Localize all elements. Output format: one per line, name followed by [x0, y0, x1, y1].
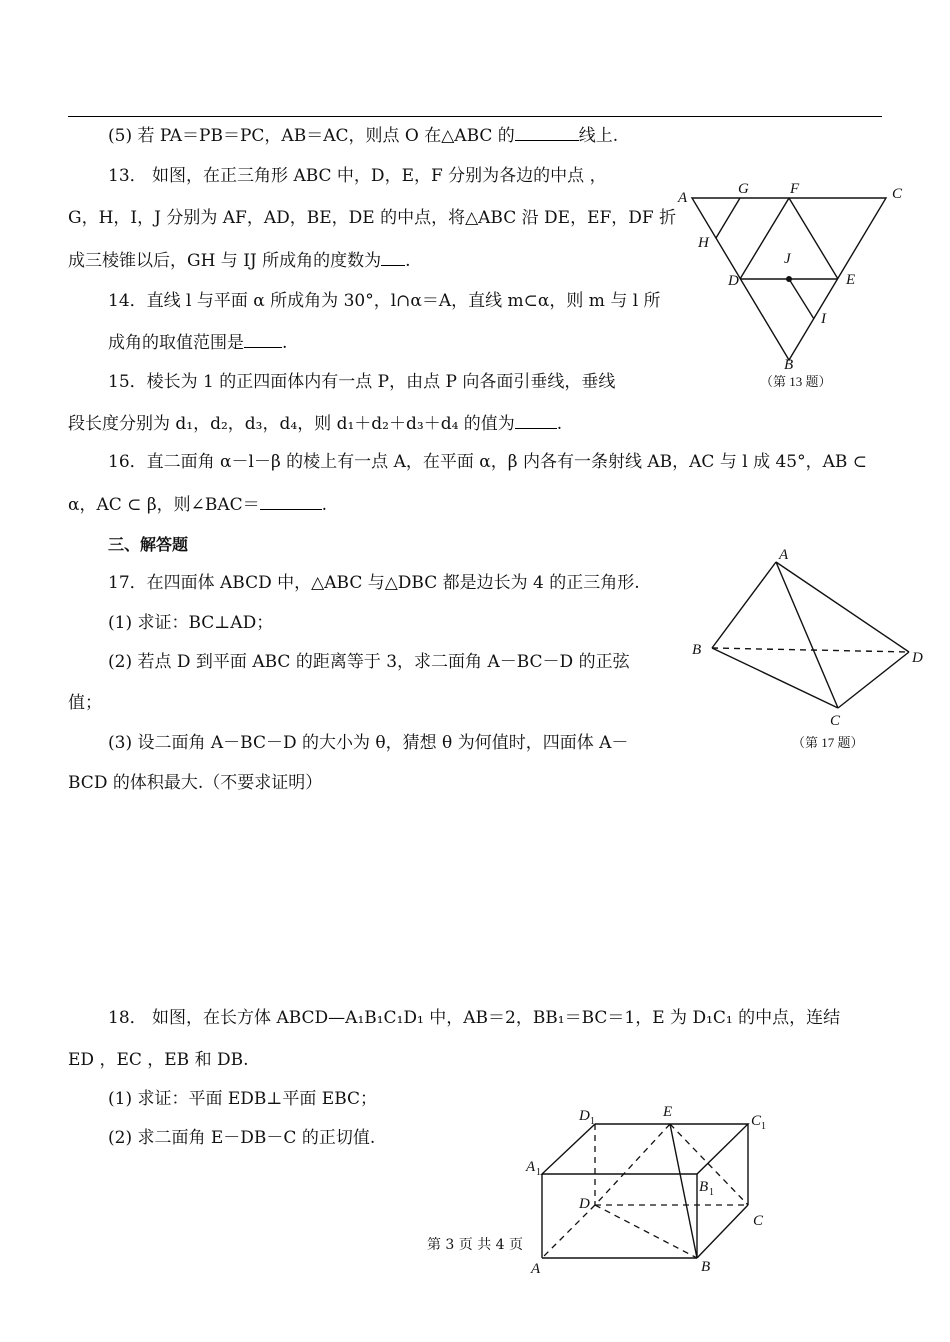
label-a1: A — [526, 1159, 536, 1175]
answer-blank — [260, 493, 322, 510]
segment-df — [740, 198, 789, 279]
q14-line2-text: 成角的取值范围是 — [108, 333, 244, 353]
label-d: D — [579, 1196, 590, 1212]
label-h: H — [698, 235, 709, 251]
q16-line1: 16．直二面角 α－l－β 的棱上有一点 A，在平面 α，β 内各有一条射线 AB，AC 与 l 成 45°，AB ⊂ — [108, 452, 868, 472]
edge-cd — [838, 652, 909, 708]
q14-line2 — [108, 331, 287, 354]
q14-line1: 14．直线 l 与平面 α 所成角为 30°，l∩α＝A，直线 m⊂α，则 m 与 l 所 — [108, 291, 661, 311]
period: . — [405, 251, 411, 271]
answer-blank — [515, 412, 557, 429]
q12-part5-text: (5) 若 PA＝PB＝PC，AB＝AC，则点 O 在△ABC 的 — [108, 126, 515, 146]
edge-bc — [712, 648, 838, 708]
figure-13-caption: （第 13 题） — [760, 374, 832, 389]
edge-bd-hidden — [712, 648, 909, 652]
label-c: C — [830, 713, 841, 729]
q13-line3 — [68, 249, 411, 272]
q13-line1: 13． 如图，在正三角形 ABC 中，D，E，F 分别为各边的中点 ， — [108, 166, 607, 186]
figure-17-caption: （第 17 题） — [792, 735, 864, 750]
section-title: 三、解答题 — [108, 535, 189, 554]
segment-ij — [789, 279, 814, 319]
header-rule — [68, 116, 882, 117]
label-e: E — [663, 1104, 673, 1120]
label-j: J — [784, 251, 791, 267]
q17-part1: (1) 求证：BC⊥AD； — [108, 613, 274, 633]
q16-line2-text: α，AC ⊂ β，则∠BAC＝ — [68, 495, 260, 515]
label-d: D — [728, 273, 739, 289]
edge-ac — [776, 562, 838, 708]
label-c1: C — [751, 1113, 762, 1129]
answer-blank — [244, 331, 282, 348]
label-f: F — [790, 181, 800, 197]
edge-ab — [712, 562, 776, 648]
label-a: A — [531, 1261, 541, 1277]
point-j — [786, 276, 792, 282]
figure-18 — [515, 1097, 785, 1282]
label-g: G — [738, 181, 749, 197]
figure-17 — [680, 542, 930, 757]
label-a: A — [779, 547, 789, 563]
answer-blank — [515, 124, 579, 141]
label-b: B — [784, 357, 794, 373]
q18-part1: (1) 求证：平面 EDB⊥平面 EBC； — [108, 1089, 378, 1109]
label-i: I — [821, 311, 826, 327]
answer-blank — [381, 249, 405, 266]
q12-part5 — [108, 124, 618, 147]
q17-part2: (2) 若点 D 到平面 ABC 的距离等于 3，求二面角 A－BC－D 的正弦 — [108, 652, 630, 672]
q18-part2: (2) 求二面角 E－DB－C 的正切值. — [108, 1128, 376, 1148]
q17-line1: 17．在四面体 ABCD 中，△ABC 与△DBC 都是边长为 4 的正三角形. — [108, 573, 640, 593]
q15-line2 — [68, 412, 562, 435]
q13-line2: G，H，I，J 分别为 AF，AD，BE，DE 的中点，将△ABC 沿 DE，EF，DF 折 — [68, 208, 677, 228]
q17-part3: (3) 设二面角 A－BC－D 的大小为 θ，猜想 θ 为何值时，四面体 A－ — [108, 733, 629, 753]
page-footer: 第 3 页 共 4 页 — [426, 1237, 524, 1253]
q15-line2-text: 段长度分别为 d₁，d₂，d₃，d₄，则 d₁＋d₂＋d₃＋d₄ 的值为 — [68, 414, 515, 434]
figure-13 — [660, 175, 920, 395]
subscript: 1 — [536, 1167, 541, 1178]
q17-part3-end: BCD 的体积最大.（不要求证明） — [68, 773, 323, 793]
subscript: 1 — [709, 1187, 714, 1198]
label-c: C — [753, 1213, 764, 1229]
period: . — [321, 495, 328, 515]
top-face — [542, 1124, 748, 1174]
q17-part2-end: 值； — [68, 693, 102, 713]
q12-part5-end: 线上. — [578, 126, 619, 146]
label-a: A — [678, 190, 688, 206]
period: . — [556, 414, 563, 434]
segment-gh — [716, 198, 740, 238]
edge-ad — [776, 562, 909, 652]
period: . — [282, 333, 288, 353]
q13-line3-text: 成三棱锥以后，GH 与 IJ 所成角的度数为 — [68, 251, 382, 271]
q16-line2 — [68, 493, 327, 516]
label-e: E — [846, 272, 856, 288]
subscript: 1 — [590, 1116, 595, 1127]
q18-line2: ED ，EC ，EB 和 DB. — [68, 1050, 249, 1070]
segment-ed-hidden — [595, 1124, 670, 1205]
segment-ef — [789, 198, 838, 279]
label-c: C — [892, 186, 903, 202]
label-d: D — [912, 650, 923, 666]
q15-line1: 15．棱长为 1 的正四面体内有一点 P，由点 P 向各面引垂线，垂线 — [108, 372, 616, 392]
label-d1: D — [579, 1108, 590, 1124]
subscript: 1 — [761, 1121, 766, 1132]
label-b: B — [701, 1259, 711, 1275]
label-b1: B — [699, 1179, 709, 1195]
label-b: B — [692, 642, 702, 658]
q18-line1: 18． 如图，在长方体 ABCD—A₁B₁C₁D₁ 中，AB＝2，BB₁＝BC＝1，E 为 D₁C₁ 的中点，连结 — [108, 1008, 841, 1028]
